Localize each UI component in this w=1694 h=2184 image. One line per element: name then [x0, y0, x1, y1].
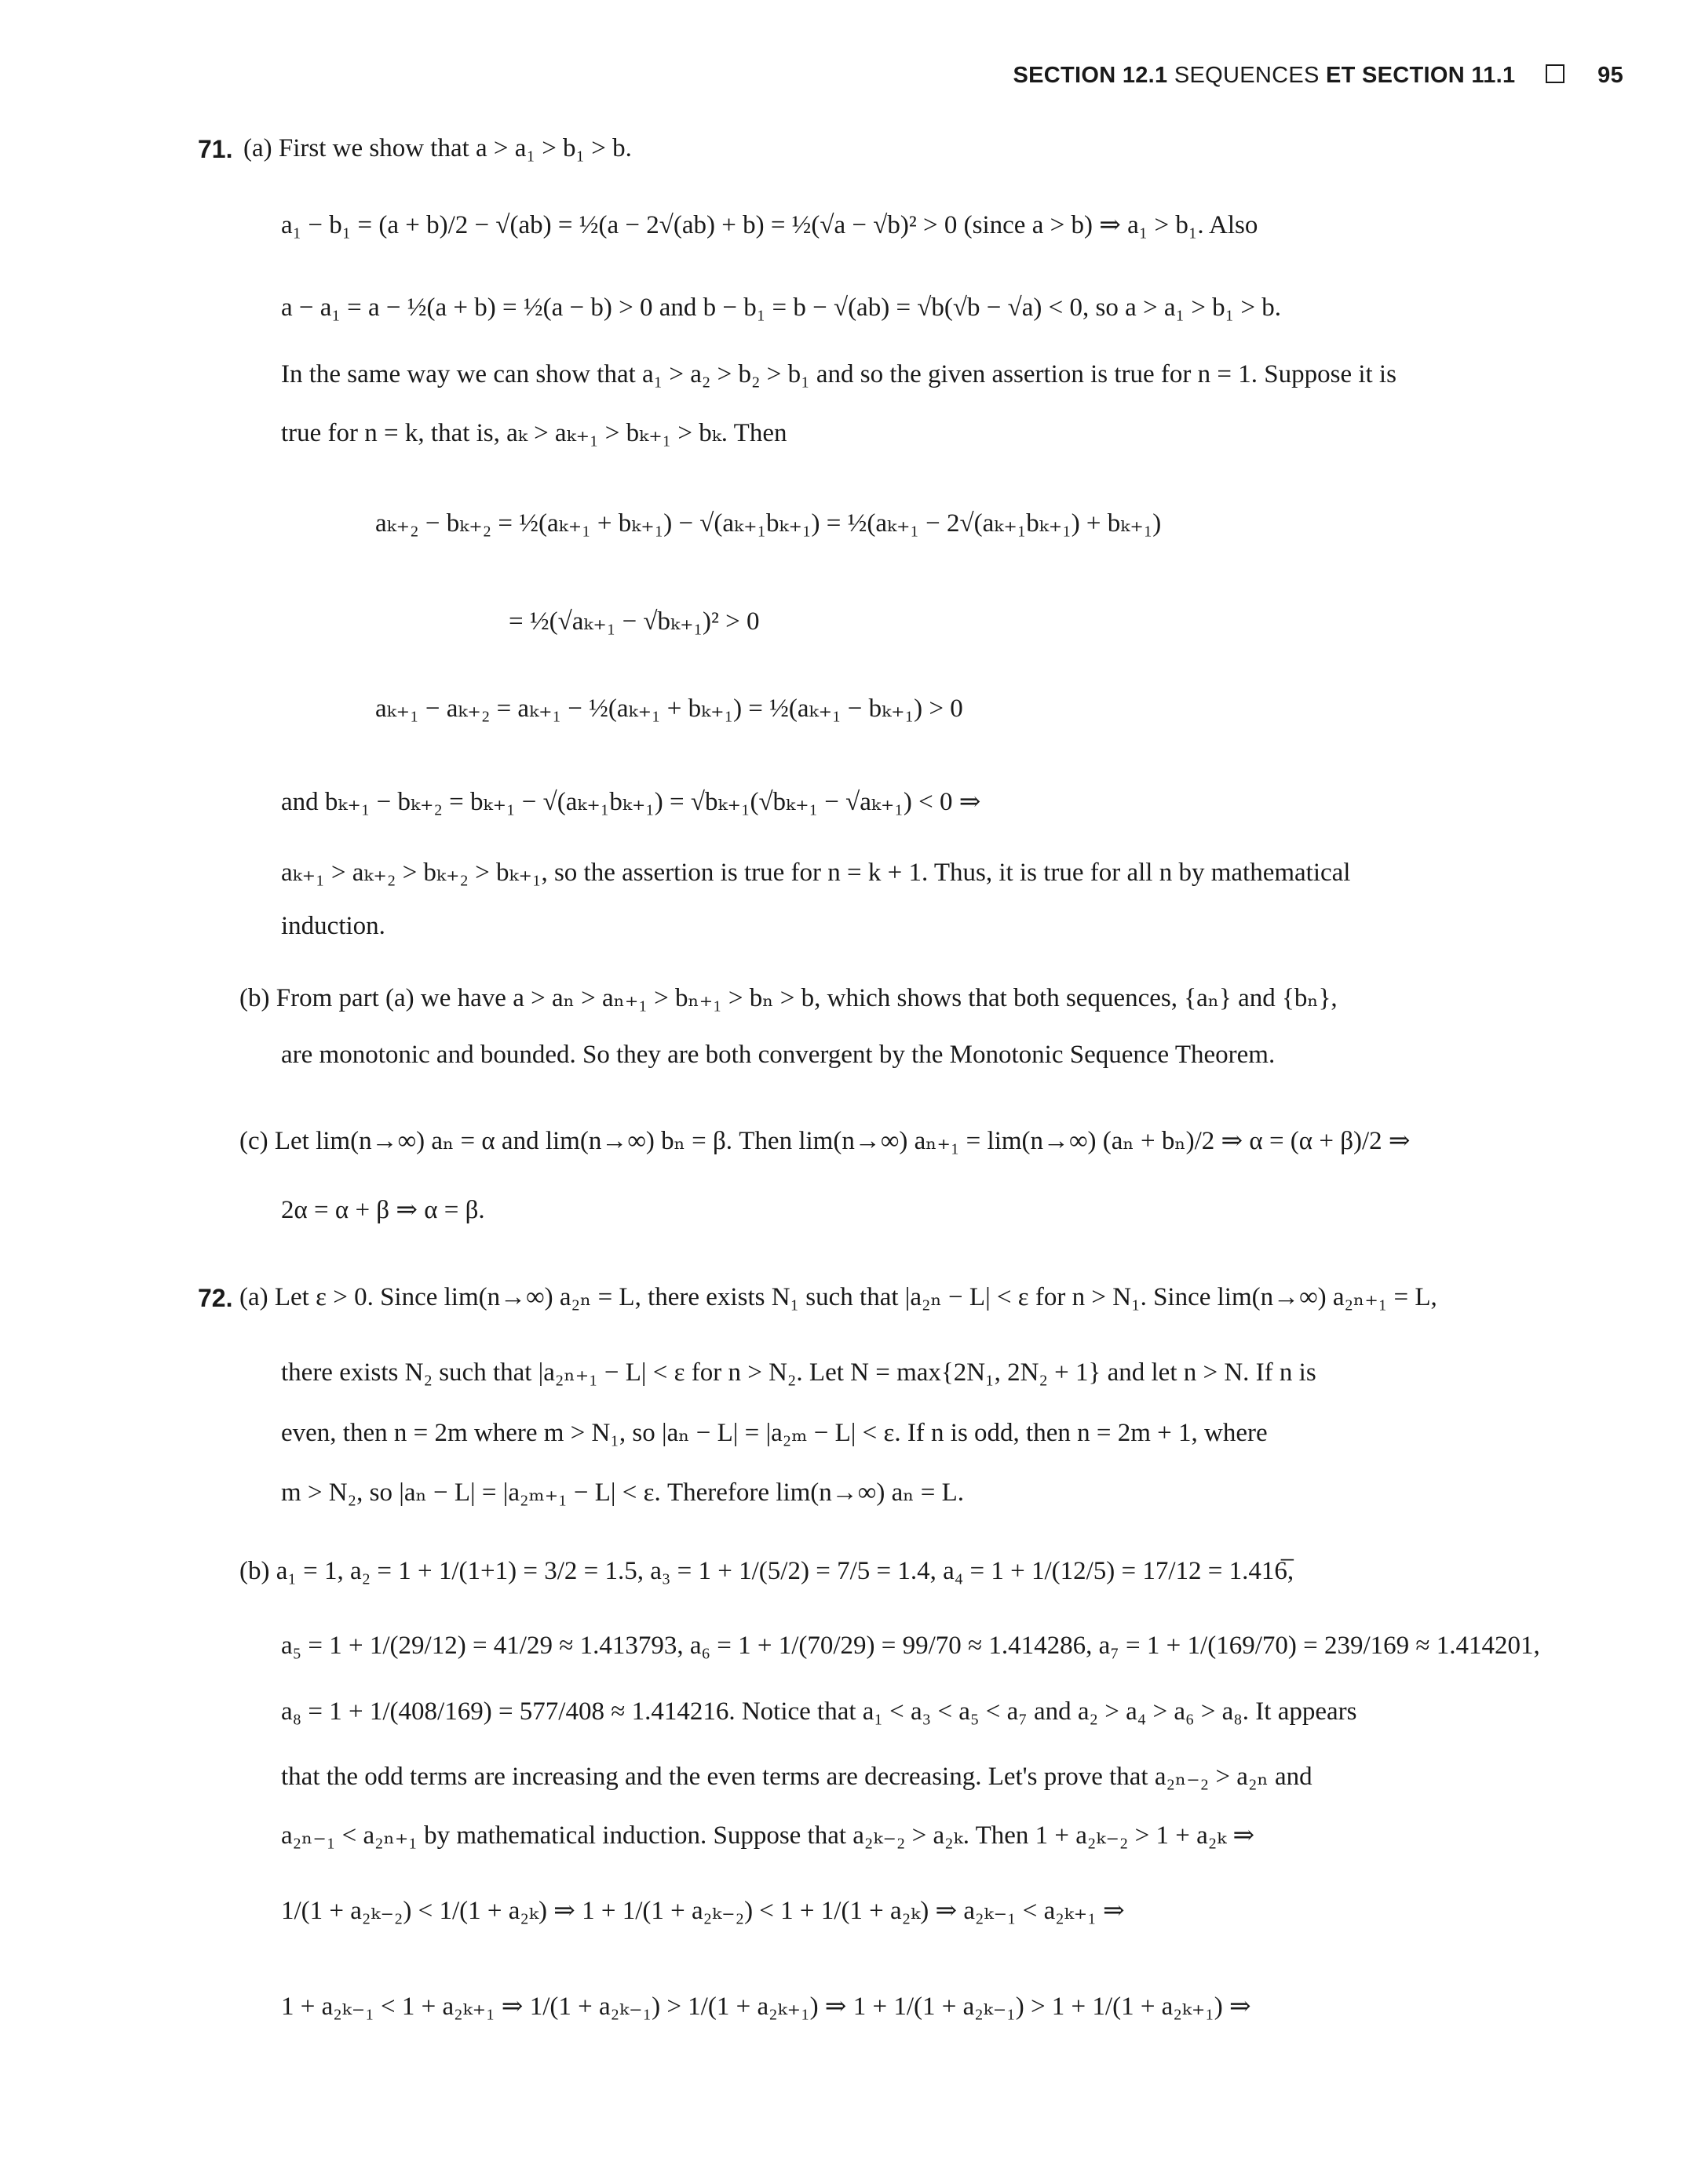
text-line: a₂ₙ₋₁ < a₂ₙ₊₁ by mathematical induction. Suppose that a₂ₖ₋₂ > a₂ₖ. Then 1 + a₂ₖ₋₂ > 1 + a₂ₖ ⇒: [281, 1821, 1255, 1850]
equation-line: 2α = α + β ⇒ α = β.: [281, 1196, 485, 1224]
equation-line: and bₖ₊₁ − bₖ₊₂ = bₖ₊₁ − √(aₖ₊₁bₖ₊₁) = √bₖ₊₁(√bₖ₊₁ − √aₖ₊₁) < 0 ⇒: [281, 788, 981, 816]
section-label: SECTION 12.1: [1013, 63, 1168, 88]
text-line: that the odd terms are increasing and the even terms are decreasing. Let's prove that a₂ₙ₋₂ > a₂ₙ and: [281, 1763, 1312, 1791]
et-section-label: ET SECTION 11.1: [1326, 63, 1516, 88]
text-line: even, then n = 2m where m > N₁, so |aₙ − L| = |a₂ₘ − L| < ε. If n is odd, then n = 2m + 1, where: [281, 1419, 1268, 1447]
text-line: In the same way we can show that a₁ > a₂ > b₂ > b₁ and so the given assertion is true for n = 1. Suppose it is: [281, 360, 1396, 388]
text-line: aₖ₊₁ > aₖ₊₂ > bₖ₊₂ > bₖ₊₁, so the assertion is true for n = k + 1. Thus, it is true for all n by mathematical: [281, 859, 1351, 887]
equation-line: aₖ₊₁ − aₖ₊₂ = aₖ₊₁ − ½(aₖ₊₁ + bₖ₊₁) = ½(aₖ₊₁ − bₖ₊₁) > 0: [375, 695, 963, 723]
section-title: SEQUENCES: [1174, 63, 1320, 88]
equation-line: (c) Let lim(n→∞) aₙ = α and lim(n→∞) bₙ = β. Then lim(n→∞) aₙ₊₁ = lim(n→∞) (aₙ + bₙ)/2 ⇒ α = (α + β)/2 ⇒: [239, 1127, 1411, 1155]
text-line: m > N₂, so |aₙ − L| = |a₂ₘ₊₁ − L| < ε. Therefore lim(n→∞) aₙ = L.: [281, 1478, 965, 1507]
text-line: there exists N₂ such that |a₂ₙ₊₁ − L| < ε for n > N₂. Let N = max{2N₁, 2N₂ + 1} and let n > N. If n is: [281, 1358, 1316, 1387]
problem-number: 71.: [198, 135, 233, 163]
equation-line: aₖ₊₂ − bₖ₊₂ = ½(aₖ₊₁ + bₖ₊₁) − √(aₖ₊₁bₖ₊₁) = ½(aₖ₊₁ − 2√(aₖ₊₁bₖ₊₁) + bₖ₊₁): [375, 509, 1162, 538]
problem-number: 72.: [198, 1284, 233, 1312]
equation-line: a − a₁ = a − ½(a + b) = ½(a − b) > 0 and b − b₁ = b − √(ab) = √b(√b − √a) < 0, so a > a₁ > b₁ > b.: [281, 294, 1281, 322]
text-line: (a) First we show that a > a₁ > b₁ > b.: [243, 134, 632, 162]
equation-line: a₁ − b₁ = (a + b)/2 − √(ab) = ½(a − 2√(ab) + b) = ½(√a − √b)² > 0 (since a > b) ⇒ a₁ > b₁. Also: [281, 211, 1258, 239]
text-line: (a) Let ε > 0. Since lim(n→∞) a₂ₙ = L, there exists N₁ such that |a₂ₙ − L| < ε for n > N₁. Since lim(n→∞) a₂ₙ₊₁ = L,: [239, 1283, 1437, 1311]
equation-line: a₅ = 1 + 1/(29/12) = 41/29 ≈ 1.413793, a₆ = 1 + 1/(70/29) = 99/70 ≈ 1.414286, a₇ = 1 + 1/(169/70) = 239/169 ≈ 1.414201,: [281, 1632, 1540, 1660]
equation-line: a₈ = 1 + 1/(408/169) = 577/408 ≈ 1.414216. Notice that a₁ < a₃ < a₅ < a₇ and a₂ > a₄ > a₆ > a₈. It appears: [281, 1697, 1357, 1726]
equation-line: 1 + a₂ₖ₋₁ < 1 + a₂ₖ₊₁ ⇒ 1/(1 + a₂ₖ₋₁) > 1/(1 + a₂ₖ₊₁) ⇒ 1 + 1/(1 + a₂ₖ₋₁) > 1 + 1/(1 + a₂ₖ₊₁) ⇒: [281, 1993, 1251, 2021]
equation-line: (b) a₁ = 1, a₂ = 1 + 1/(1+1) = 3/2 = 1.5, a₃ = 1 + 1/(5/2) = 7/5 = 1.4, a₄ = 1 + 1/(12/5) = 17/12 = 1.416̅,: [239, 1557, 1294, 1585]
square-bullet-icon: [1546, 64, 1564, 83]
equation-line: 1/(1 + a₂ₖ₋₂) < 1/(1 + a₂ₖ) ⇒ 1 + 1/(1 + a₂ₖ₋₂) < 1 + 1/(1 + a₂ₖ) ⇒ a₂ₖ₋₁ < a₂ₖ₊₁ ⇒: [281, 1897, 1125, 1925]
running-header: [1013, 63, 1623, 89]
text-line: true for n = k, that is, aₖ > aₖ₊₁ > bₖ₊₁ > bₖ. Then: [281, 419, 787, 447]
equation-line: = ½(√aₖ₊₁ − √bₖ₊₁)² > 0: [509, 607, 760, 636]
page-number: 95: [1597, 63, 1623, 88]
text-line: induction.: [281, 912, 385, 940]
text-line: (b) From part (a) we have a > aₙ > aₙ₊₁ > bₙ₊₁ > bₙ > b, which shows that both sequences, {aₙ} and {bₙ},: [239, 984, 1338, 1012]
text-line: are monotonic and bounded. So they are both convergent by the Monotonic Sequence Theorem.: [281, 1041, 1276, 1069]
